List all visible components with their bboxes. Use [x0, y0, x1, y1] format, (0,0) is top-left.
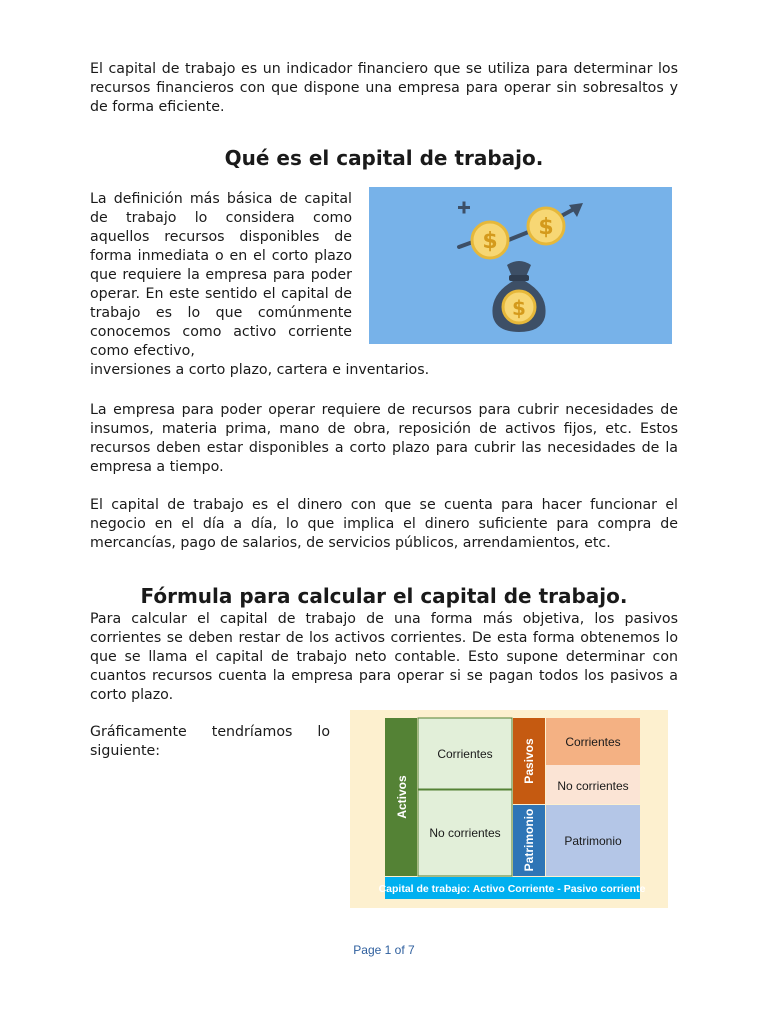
money-bag-icon — [492, 261, 545, 332]
section-heading-que-es: Qué es el capital de trabajo. — [224, 146, 544, 170]
daily-operations-paragraph: El capital de trabajo es el dinero con que se cuenta para hacer funcionar el negocio en el día a día, lo que implica el dinero suficiente para compra de mercancías, pago de salarios, de servicios públicos, arrendamientos, etc. — [90, 497, 678, 551]
page-footer: Page 1 of 7 — [353, 943, 415, 957]
activos-no-corrientes-label: No corrientes — [429, 826, 501, 840]
intro-paragraph: El capital de trabajo es un indicador financiero que se utiliza para determinar los recursos financieros con que dispone una empresa para operar sin sobresaltos y de forma eficiente. — [90, 61, 678, 115]
pasivos-label: Pasivos — [522, 738, 536, 784]
pasivos-no-corrientes-label: No corrientes — [557, 779, 629, 793]
graphic-intro-paragraph: Gráficamente tendríamos lo siguiente: — [90, 724, 330, 759]
svg-text:$: $ — [538, 215, 554, 240]
definition-paragraph: La definición más básica de capital de trabajo lo considera como aquellos recursos disponibles de forma inmediata o en el corto plazo que requiere la empresa para poder operar. En este sentido el capital de trabajo es lo que comúnmente conocemos como activo corriente como efectivo, — [90, 191, 352, 359]
definition-paragraph-end: inversiones a corto plazo, cartera e inventarios. — [90, 362, 430, 378]
patrimonio-label: Patrimonio — [564, 834, 622, 848]
pasivos-corrientes-label: Corrientes — [565, 735, 621, 749]
money-growth-illustration — [369, 187, 672, 344]
formula-label: Capital de trabajo: Activo Corriente - Pasivo corriente — [378, 883, 646, 895]
working-capital-diagram — [350, 710, 668, 908]
dollar-coin-icon — [528, 208, 564, 244]
section-heading-formula: Fórmula para calcular el capital de trabajo. — [140, 584, 628, 608]
svg-text:$: $ — [482, 229, 498, 254]
formula-paragraph: Para calcular el capital de trabajo de una forma más objetiva, los pasivos corrientes se deben restar de los activos corrientes. De esta forma obtenemos lo que se llama el capital de trabajo neto contable. Esto supone determinar con cuantos recursos cuenta la empresa para operar si se pagan todos los pasivos a corto plazo. — [90, 611, 678, 703]
plus-icon — [458, 202, 470, 214]
svg-text:$: $ — [512, 296, 526, 320]
activos-corrientes-label: Corrientes — [437, 747, 493, 761]
patrimonio-side-label: Patrimonio — [522, 808, 536, 872]
dollar-coin-icon — [472, 222, 508, 258]
activos-label: Activos — [395, 775, 409, 819]
resources-paragraph: La empresa para poder operar requiere de recursos para cubrir necesidades de insumos, materia prima, mano de obra, reposición de activos fijos, etc. Estos recursos deben estar disponibles a corto plazo para cubrir las necesidades de la empresa a tiempo. — [90, 402, 678, 475]
